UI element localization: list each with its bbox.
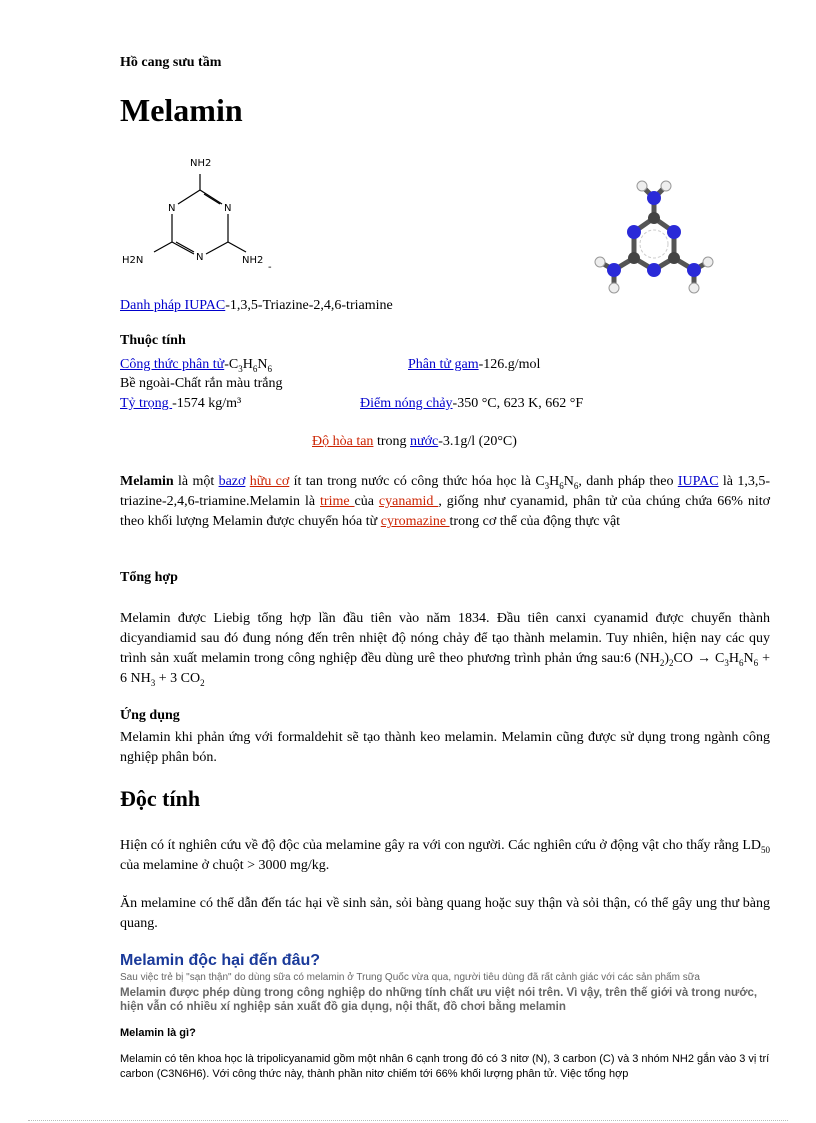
density-line: Tỷ trọng -1574 kg/m³ [120, 396, 242, 411]
article-title: Melamin độc hại đến đâu? [120, 952, 321, 969]
properties-heading: Thuộc tính [120, 333, 186, 348]
author-line: Hồ cang sưu tầm [120, 55, 222, 70]
molecule-3d-image [588, 178, 718, 308]
synthesis-paragraph: Melamin được Liebig tổng hợp lần đầu tiên vào năm 1834. Đầu tiên canxi cyanamid được chuyển thành dicyandiamid sau đó đung nóng đến trên nhiệt độ nóng chảy để tạo thành melamin. Tuy nhiên, hiện nay các quy trình sản xuất melamin trong công nghiệp đều dùng urê theo phương trình phản ứng sau:6 $(NH_2)_2CO \to C_3H_6N_6 + 6$ $NH_3 + 3$ $CO_2$ [120, 611, 770, 688]
formula-link[interactable]: Công thức phân tử [120, 357, 225, 372]
toxicity-paragraph-1: Hiện có ít nghiên cứu về độ độc của melamine gây ra với con người. Các nghiên cứu ở động vật cho thấy rằng $LD_{50}$ của melamine ở chuột > 3000 mg/kg. [120, 838, 770, 873]
toxicity-paragraph-2: Ăn melamine có thể dẫn đến tác hại về sinh sản, sỏi bàng quang hoặc suy thận và sỏi thận, có thể gây ung thư bàng quang. [120, 896, 770, 931]
solubility-line: Độ hòa tan trong nước-3.1g/l (20°C) [312, 434, 517, 449]
melting-link[interactable]: Điểm nóng chảy [360, 396, 453, 411]
nh2-right: NH2 [242, 255, 264, 266]
page-title: Melamin [120, 92, 243, 128]
solubility-link[interactable]: Độ hòa tan [312, 434, 374, 449]
base-link[interactable]: bazơ [218, 474, 246, 489]
intro-paragraph: Melamin là một bazơ hữu cơ ít tan trong nước có công thức hóa học là $C_3H_6N_6$, danh pháp theo IUPAC là 1,3,5-triazine-2,4,6-triamine.Melamin là trime của cyanamid , giống như cyanamid, phân tử của chúng chứa 66% nitơ theo khối lượng Melamin được chuyển hóa từ cyromazine trong cơ thể của động thực vật [120, 474, 771, 529]
mass-line: Phân tử gam-126.g/mol [408, 357, 541, 372]
melting-line: Điểm nóng chảy-350 °C, 623 K, 662 °F [360, 396, 584, 411]
synthesis-heading: Tổng hợp [120, 570, 178, 585]
nh2-left: H2N [122, 255, 144, 266]
article-question: Melamin là gì? [120, 1027, 196, 1039]
mass-link[interactable]: Phân tử gam [408, 357, 479, 372]
article-bold-paragraph: Melamin được phép dùng trong công nghiệp do những tính chất ưu việt nói trên. Vì vậy, trên thế giới và trong nước, hiện vẫn có nhiều xí nghiệp sản xuất đồ gia dụng, nội thất, đồ chơi bằng melamin [120, 987, 758, 1013]
iupac-link[interactable]: Danh pháp IUPAC [120, 298, 226, 313]
n-atom: N [168, 203, 176, 214]
nh2-top: NH2 [190, 158, 212, 169]
iupac-line: Danh pháp IUPAC-1,3,5-Triazine-2,4,6-triamine [120, 298, 393, 313]
cyanamid-link[interactable]: cyanamid [378, 494, 439, 509]
toxicity-heading: Độc tính [120, 786, 201, 811]
article-body: Melamin có tên khoa học là tripolicyanamid gồm một nhân 6 cạnh trong đó có 3 nitơ (N), 3 carbon (C) và 3 nhóm NH2 gắn vào 3 vị trí carbon (C3N6H6). Với công thức này, thành phần nitơ chiếm tới 66% khối lượng phân tử. Việc tổng hợp [120, 1053, 770, 1080]
trailing-dash: - [268, 262, 272, 273]
iupac-inline-link[interactable]: IUPAC [677, 474, 719, 489]
appearance-line: Bề ngoài-Chất rắn màu trắng [120, 376, 283, 391]
structural-formula [118, 148, 288, 278]
application-heading: Ứng dụng [120, 708, 180, 723]
organic-link[interactable]: hữu cơ [249, 474, 290, 489]
article-lead: Sau việc trẻ bị "sạn thận" do dùng sữa có melamin ở Trung Quốc vừa qua, người tiêu dùng đã rất cảnh giác với các sản phẩm sữa [120, 972, 700, 983]
page-bottom-divider [28, 1120, 788, 1121]
water-link[interactable]: nước [410, 434, 439, 449]
density-link[interactable]: Tỷ trọng [120, 396, 173, 411]
n-atom: N [224, 203, 232, 214]
cyromazine-link[interactable]: cyromazine [380, 514, 450, 529]
application-paragraph: Melamin khi phản ứng với formaldehit sẽ tạo thành keo melamin. Melamin cũng được sử dụng trong ngành công nghiệp phân bón. [120, 730, 770, 765]
formula-line: Công thức phân $tử-C_3H_6N_6$ [120, 357, 272, 374]
n-atom: N [196, 252, 204, 263]
trime-link[interactable]: trime [320, 494, 355, 509]
